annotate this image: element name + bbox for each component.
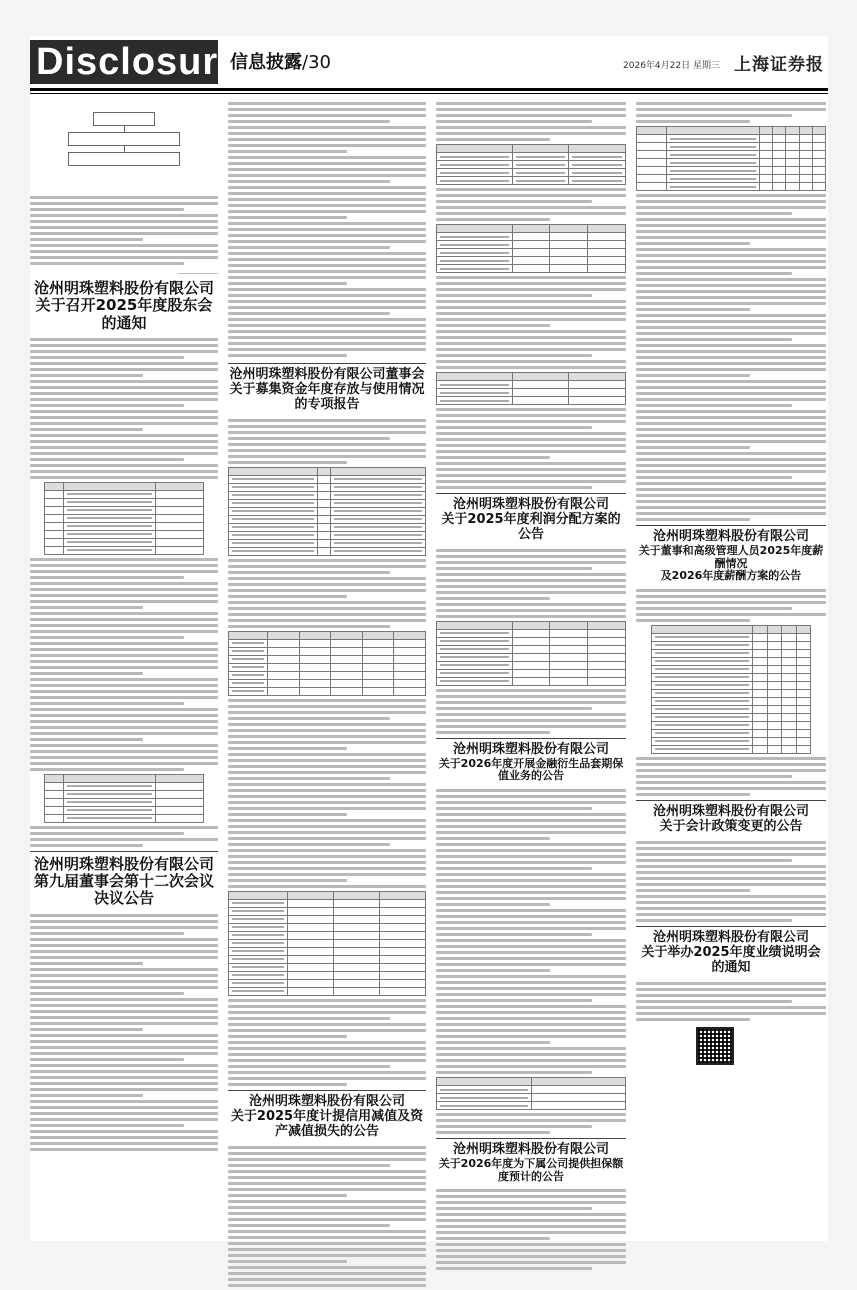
body-text — [436, 102, 626, 141]
notice-title-policy-a: 沧州明珠塑料股份有限公司 — [652, 803, 809, 819]
notice-title-hedging-a: 沧州明珠塑料股份有限公司 — [452, 741, 609, 757]
masthead-rule — [30, 88, 828, 91]
hedging-table — [436, 1077, 626, 1110]
notice-title-policy-b: 关于会计政策变更的公告 — [659, 818, 803, 834]
body-text — [30, 826, 218, 847]
body-text — [636, 589, 826, 622]
body-text — [30, 558, 218, 771]
body-text — [436, 1189, 626, 1270]
notice-title-impairment-a: 沧州明珠塑料股份有限公司 — [248, 1093, 405, 1109]
body-text — [30, 196, 218, 265]
disclosure-logo: Disclosure — [30, 40, 218, 84]
funds-table-2 — [228, 631, 426, 696]
column-1 — [30, 102, 218, 1154]
body-text — [228, 699, 426, 888]
body-text — [228, 1146, 426, 1287]
body-text — [436, 408, 626, 489]
body-text — [436, 276, 626, 369]
funds-table — [228, 467, 426, 556]
body-text — [636, 982, 826, 1021]
issue-date — [623, 58, 720, 71]
body-text — [30, 338, 218, 479]
notice-title-board-b: 第九届董事会第十二次会议决议公告 — [33, 872, 214, 908]
divider — [436, 1138, 626, 1139]
notice-title-guarantee-a: 沧州明珠塑料股份有限公司 — [452, 1142, 609, 1158]
dividend-table — [436, 621, 626, 686]
notice-title-pay-a: 沧州明珠塑料股份有限公司 — [652, 529, 809, 544]
page-number: /30 — [302, 52, 331, 73]
column-4 — [636, 102, 826, 1065]
section-name: 信息披露 — [230, 52, 302, 73]
body-text — [228, 559, 426, 628]
notice-title-agm-b: 关于召开2025年度股东会的通知 — [35, 296, 213, 332]
body-text — [436, 1113, 626, 1134]
notice-title-pay-b1: 关于董事和高级管理人员2025年度薪酬情况 — [638, 543, 824, 570]
date-text: 2026年4月22日 — [623, 61, 691, 71]
agenda-table — [44, 482, 204, 555]
divider — [636, 525, 826, 526]
body-text — [228, 999, 426, 1086]
newspaper-page — [30, 36, 828, 1241]
notice-title-funds-b: 关于募集资金年度存放与使用情况的专项报告 — [229, 381, 425, 412]
notice-title-agm-a: 沧州明珠塑料股份有限公司 — [33, 279, 214, 297]
masthead-rule-thin — [30, 93, 828, 94]
notice-title-guarantee-b: 关于2026年度为下属公司提供担保额度预计的公告 — [438, 1156, 624, 1183]
column-2 — [228, 102, 426, 1290]
divider — [436, 738, 626, 739]
divider — [228, 1090, 426, 1091]
profit-table — [436, 144, 626, 185]
paper-name: 上海证券报 — [734, 55, 824, 75]
profit-table-3 — [436, 372, 626, 405]
pay-table — [651, 625, 811, 754]
profit-table-2 — [436, 224, 626, 273]
agenda-table-2 — [44, 774, 204, 823]
notice-title-funds-a: 沧州明珠塑料股份有限公司董事会 — [229, 367, 425, 382]
column-3 — [436, 102, 626, 1273]
body-text — [436, 689, 626, 734]
notice-title-dividend-b: 关于2025年度利润分配方案的公告 — [441, 511, 621, 542]
divider — [636, 800, 826, 801]
body-text — [436, 188, 626, 221]
funds-table-3 — [228, 891, 426, 996]
notice-title-briefing-b: 关于举办2025年度业绩说明会的通知 — [641, 944, 821, 975]
weekday-text: 星期三 — [692, 61, 720, 71]
signoff: ________________ — [178, 268, 218, 274]
body-text — [636, 194, 826, 521]
body-text — [636, 841, 826, 922]
notice-title-briefing-a: 沧州明珠塑料股份有限公司 — [652, 929, 809, 945]
body-text — [436, 549, 626, 618]
divider — [228, 363, 426, 364]
body-text — [30, 914, 218, 1151]
guarantee-table — [636, 126, 826, 191]
qr-code-icon — [696, 1027, 734, 1065]
notice-title-board-a: 沧州明珠塑料股份有限公司 — [33, 854, 214, 873]
section-title — [230, 48, 331, 74]
body-text — [636, 102, 826, 123]
divider — [436, 493, 626, 494]
divider — [636, 926, 826, 927]
notice-title-impairment-b: 关于2025年度计提信用减值及资产减值损失的公告 — [230, 1108, 424, 1139]
divider — [30, 851, 218, 852]
flow-box — [93, 112, 155, 126]
masthead — [30, 36, 828, 86]
body-text — [228, 419, 426, 464]
notice-title-hedging-b: 关于2026年度开展金融衍生品套期保值业务的公告 — [438, 756, 624, 783]
body-text — [436, 789, 626, 1074]
notice-title-dividend-a: 沧州明珠塑料股份有限公司 — [452, 497, 609, 512]
flow-box — [68, 152, 180, 166]
notice-title-pay-b2: 及2026年度薪酬方案的公告 — [660, 569, 802, 583]
body-text — [228, 102, 426, 357]
body-text — [636, 757, 826, 796]
flow-box — [68, 132, 180, 146]
